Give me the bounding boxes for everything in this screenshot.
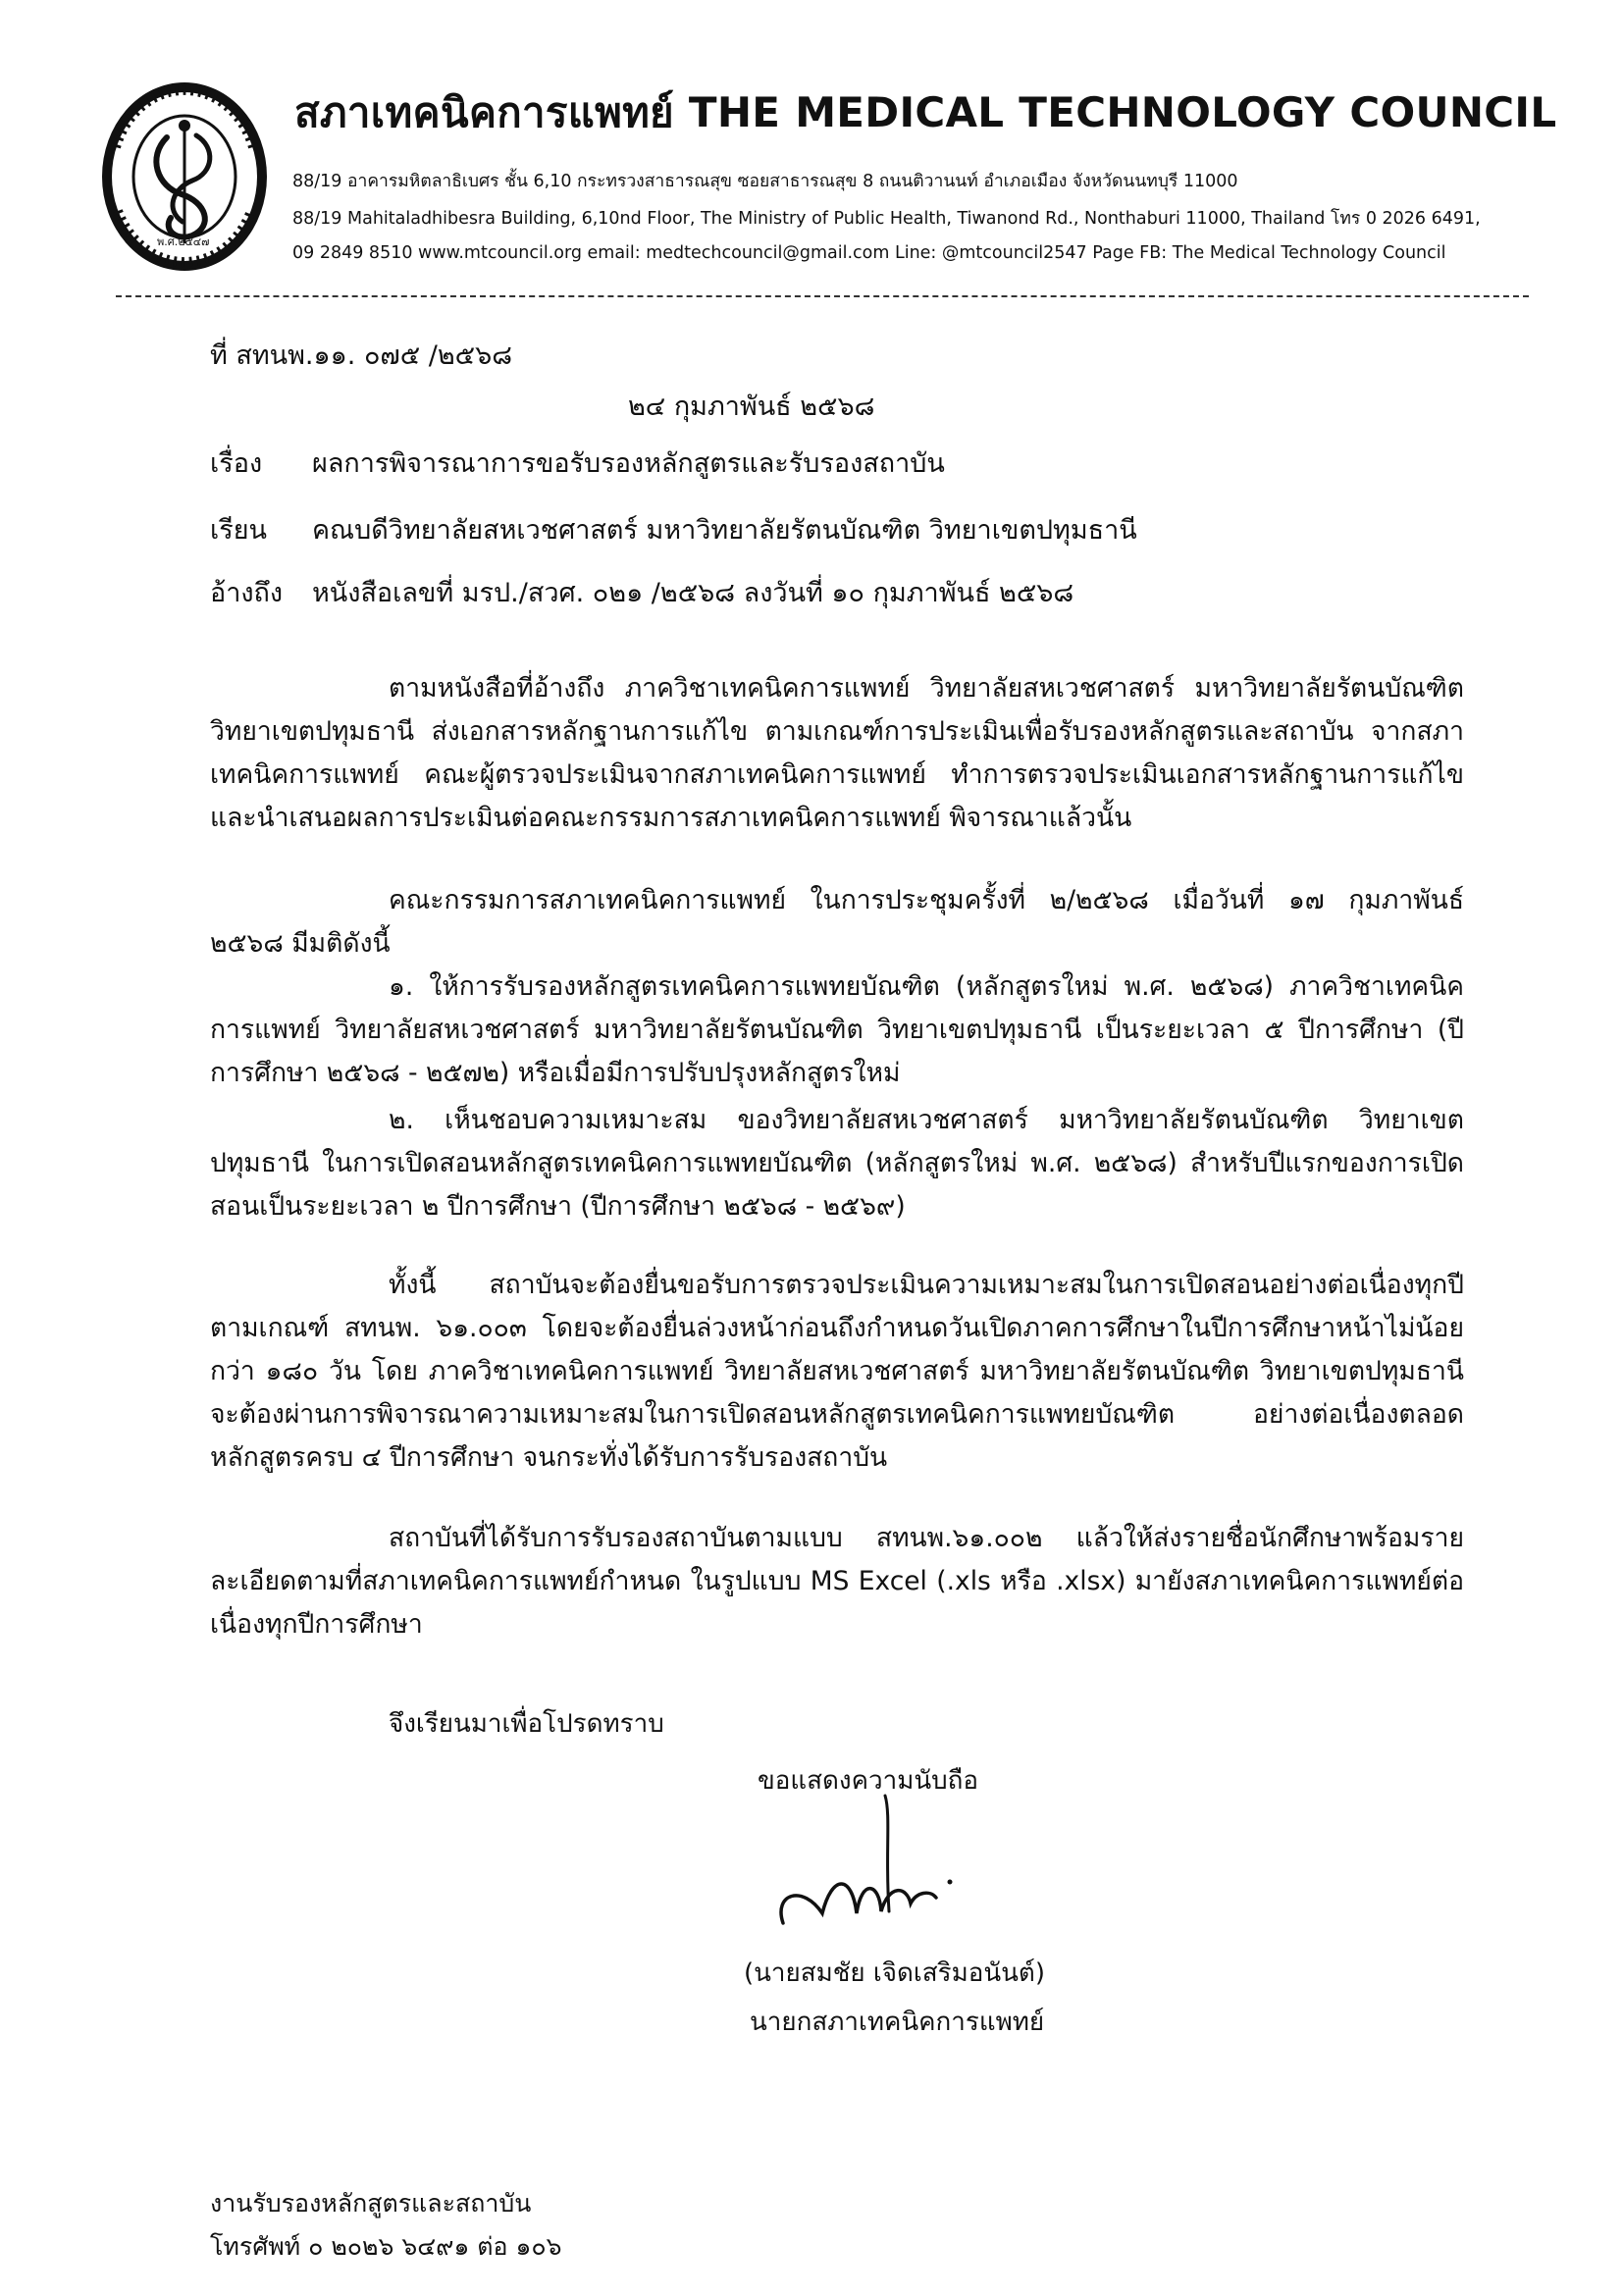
body-paragraph-4: สถาบันที่ได้รับการรับรองสถาบันตามแบบ สทนพ.๖๑.๐๐๒ แล้วให้ส่งรายชื่อนักศึกษาพร้อมรายละเอียดตามที่สภาเทคนิคการแพทย์กำหนด ในรูปแบบ MS Excel (.xls หรือ .xlsx) มายังสภาเทคนิคการแพทย์ต่อเนื่องทุกปีการศึกษา xyxy=(210,1523,1464,1640)
recipient-text: คณบดีวิทยาลัยสหเวชศาสตร์ มหาวิทยาลัยรัตนบัณฑิต วิทยาเขตปทุมธานี xyxy=(312,515,1137,546)
resolution-item-2: ๒. เห็นชอบความเหมาะสม ของวิทยาลัยสหเวชศาสตร์ มหาวิทยาลัยรัตนบัณฑิต วิทยาเขตปทุมธานี ในการเปิดสอนหลักสูตรเทคนิคการแพทยบัณฑิต (หลักสูตรใหม่ พ.ศ. ๒๕๖๘) สำหรับปีแรกของการเปิดสอนเป็นระยะเวลา ๒ ปีการศึกษา (ปีการศึกษา ๒๕๖๘ - ๒๕๖๙) xyxy=(210,1105,1464,1222)
letter-date: ๒๔ กุมภาพันธ์ ๒๕๖๘ xyxy=(628,391,875,422)
council-seal-logo xyxy=(98,78,271,275)
contact-info: 09 2849 8510 www.mtcouncil.org email: medtechcouncil@gmail.com Line: @mtcouncil2547 Page FB: The Medical Technology Council xyxy=(292,243,1446,263)
regards-text: ขอแสดงความนับถือ xyxy=(758,1766,978,1796)
footer-department: งานรับรองหลักสูตรและสถาบัน xyxy=(210,2189,532,2218)
reference-number: ที่ สทนพ.๑๑. ๐๗๕ /๒๕๖๘ xyxy=(210,340,513,371)
body-paragraph-1: ตามหนังสือที่อ้างถึง ภาควิชาเทคนิคการแพทย์ วิทยาลัยสหเวชศาสตร์ มหาวิทยาลัยรัตนบัณฑิต วิทยาเขตปทุมธานี ส่งเอกสารหลักฐานการแก้ไข ตามเกณฑ์การประเมินเพื่อรับรองหลักสูตรและสถาบัน จากสภาเทคนิคการแพทย์ คณะผู้ตรวจประเมินจากสภาเทคนิคการแพทย์ ทำการตรวจประเมินเอกสารหลักฐานการแก้ไข และนำเสนอผลการประเมินต่อคณะกรรมการสภาเทคนิคการแพทย์ พิจารณาแล้วนั้น xyxy=(210,673,1464,833)
reference-label: อ้างถึง xyxy=(210,578,284,608)
body-paragraph-3: ทั้งนี้ สถาบันจะต้องยื่นขอรับการตรวจประเมินความเหมาะสมในการเปิดสอนอย่างต่อเนื่องทุกปีตามเกณฑ์ สทนพ. ๖๑.๐๐๓ โดยจะต้องยื่นล่วงหน้าก่อนถึงกำหนดวันเปิดภาคการศึกษาในปีการศึกษาหน้าไม่น้อยกว่า ๑๘๐ วัน โดย ภาควิชาเทคนิคการแพทย์ วิทยาลัยสหเวชศาสตร์ มหาวิทยาลัยรัตนบัณฑิต วิทยาเขตปทุมธานี จะต้องผ่านการพิจารณาความเหมาะสมในการเปิดสอนหลักสูตรเทคนิคการแพทยบัณฑิต อย่างต่อเนื่องตลอดหลักสูตรครบ ๔ ปีการศึกษา จนกระทั่งได้รับการรับรองสถาบัน xyxy=(210,1270,1464,1473)
reference-text: หนังสือเลขที่ มรป./สวศ. ๐๒๑ /๒๕๖๘ ลงวันที่ ๑๐ กุมภาพันธ์ ๒๕๖๘ xyxy=(312,578,1074,608)
signatory-name: (นายสมชัย เจิดเสริมอนันต์) xyxy=(744,1958,1045,1988)
recipient-label: เรียน xyxy=(210,515,268,546)
closing-text: จึงเรียนมาเพื่อโปรดทราบ xyxy=(389,1709,664,1739)
address-thai: 88/19 อาคารมหิตลาธิเบศร ชั้น 6,10 กระทรวงสาธารณสุข ซอยสาธารณสุข 8 ถนนติวานนท์ อำเภอเมือง จังหวัดนนทบุรี 11000 xyxy=(292,172,1238,191)
organization-name: สภาเทคนิคการแพทย์ THE MEDICAL TECHNOLOGY COUNCIL xyxy=(294,88,1557,136)
address-english: 88/19 Mahitaladhibesra Building, 6,10nd Floor, The Ministry of Public Health, Tiwanond Rd., Nonthaburi 11000, Thailand โทร 0 2026 6491, xyxy=(292,209,1481,229)
subject-label: เรื่อง xyxy=(210,448,263,479)
footer-phone: โทรศัพท์ ๐ ๒๐๒๖ ๖๔๙๑ ต่อ ๑๐๖ xyxy=(210,2232,562,2261)
handwritten-signature xyxy=(763,1776,999,1953)
header-divider xyxy=(116,295,1529,297)
body-paragraph-2: คณะกรรมการสภาเทคนิคการแพทย์ ในการประชุมครั้งที่ ๒/๒๕๖๘ เมื่อวันที่ ๑๗ กุมภาพันธ์ ๒๕๖๘ มีมติดังนี้ xyxy=(210,885,1464,959)
resolution-item-1: ๑. ให้การรับรองหลักสูตรเทคนิคการแพทยบัณฑิต (หลักสูตรใหม่ พ.ศ. ๒๕๖๘) ภาควิชาเทคนิคการแพทย์ วิทยาลัยสหเวชศาสตร์ มหาวิทยาลัยรัตนบัณฑิต วิทยาเขตปทุมธานี เป็นระยะเวลา ๕ ปีการศึกษา (ปีการศึกษา ๒๕๖๘ - ๒๕๗๒) หรือเมื่อมีการปรับปรุงหลักสูตรใหม่ xyxy=(210,971,1464,1088)
subject-text: ผลการพิจารณาการขอรับรองหลักสูตรและรับรองสถาบัน xyxy=(312,448,945,479)
signatory-position: นายกสภาเทคนิคการแพทย์ xyxy=(750,2008,1045,2037)
svg-text:พ.ศ.๒๕๔๗: พ.ศ.๒๕๔๗ xyxy=(157,235,210,248)
